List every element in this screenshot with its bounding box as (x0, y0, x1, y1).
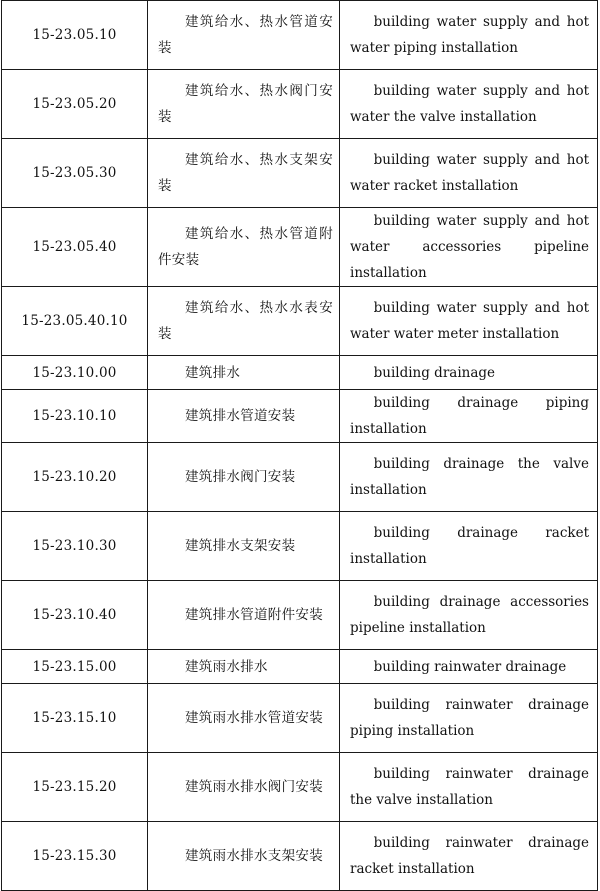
item-code: 15-23.05.30 (2, 139, 148, 208)
chinese-term: 建筑排水管道安装 (148, 390, 340, 443)
english-term: building drainage the valve installation (340, 443, 598, 512)
english-term: building water supply and hot water the valve installation (340, 70, 598, 139)
chinese-term: 建筑雨水排水支架安装 (148, 822, 340, 891)
chinese-term: 建筑雨水排水管道安装 (148, 684, 340, 753)
item-code: 15-23.05.20 (2, 70, 148, 139)
item-code: 15-23.15.20 (2, 753, 148, 822)
chinese-term: 建筑排水管道附件安装 (148, 581, 340, 650)
english-term: building water supply and hot water accessories pipeline installation (340, 208, 598, 287)
chinese-term: 建筑给水、热水水表安装 (148, 287, 340, 356)
item-code: 15-23.05.40.10 (2, 287, 148, 356)
english-term: building water supply and hot water racket installation (340, 139, 598, 208)
table-row (2, 139, 598, 208)
table-row (2, 581, 598, 650)
english-term: building drainage accessories pipeline installation (340, 581, 598, 650)
table-row (2, 1, 598, 70)
chinese-term: 建筑给水、热水阀门安装 (148, 70, 340, 139)
table-row (2, 822, 598, 891)
table-row (2, 390, 598, 443)
english-term: building rainwater drainage the valve installation (340, 753, 598, 822)
table-row (2, 208, 598, 287)
item-code: 15-23.10.10 (2, 390, 148, 443)
chinese-term: 建筑排水 (148, 356, 340, 390)
table-row (2, 287, 598, 356)
item-code: 15-23.15.00 (2, 650, 148, 684)
chinese-term: 建筑雨水排水阀门安装 (148, 753, 340, 822)
english-term: building water supply and hot water piping installation (340, 1, 598, 70)
english-term: building rainwater drainage (340, 650, 598, 684)
english-term: building drainage racket installation (340, 512, 598, 581)
table-row (2, 684, 598, 753)
english-term: building drainage (340, 356, 598, 390)
item-code: 15-23.15.30 (2, 822, 148, 891)
chinese-term: 建筑给水、热水管道附件安装 (148, 208, 340, 287)
item-code: 15-23.10.20 (2, 443, 148, 512)
table-row (2, 70, 598, 139)
item-code: 15-23.10.30 (2, 512, 148, 581)
english-term: building drainage piping installation (340, 390, 598, 443)
table-row (2, 356, 598, 390)
item-code: 15-23.15.10 (2, 684, 148, 753)
table-row (2, 753, 598, 822)
item-code: 15-23.05.10 (2, 1, 148, 70)
terminology-table (1, 0, 598, 891)
english-term: building rainwater drainage racket installation (340, 822, 598, 891)
chinese-term: 建筑给水、热水管道安装 (148, 1, 340, 70)
table-row (2, 512, 598, 581)
table-row (2, 443, 598, 512)
table-row (2, 650, 598, 684)
chinese-term: 建筑给水、热水支架安装 (148, 139, 340, 208)
chinese-term: 建筑排水支架安装 (148, 512, 340, 581)
chinese-term: 建筑雨水排水 (148, 650, 340, 684)
item-code: 15-23.05.40 (2, 208, 148, 287)
english-term: building water supply and hot water water meter installation (340, 287, 598, 356)
english-term: building rainwater drainage piping installation (340, 684, 598, 753)
chinese-term: 建筑排水阀门安装 (148, 443, 340, 512)
item-code: 15-23.10.00 (2, 356, 148, 390)
item-code: 15-23.10.40 (2, 581, 148, 650)
